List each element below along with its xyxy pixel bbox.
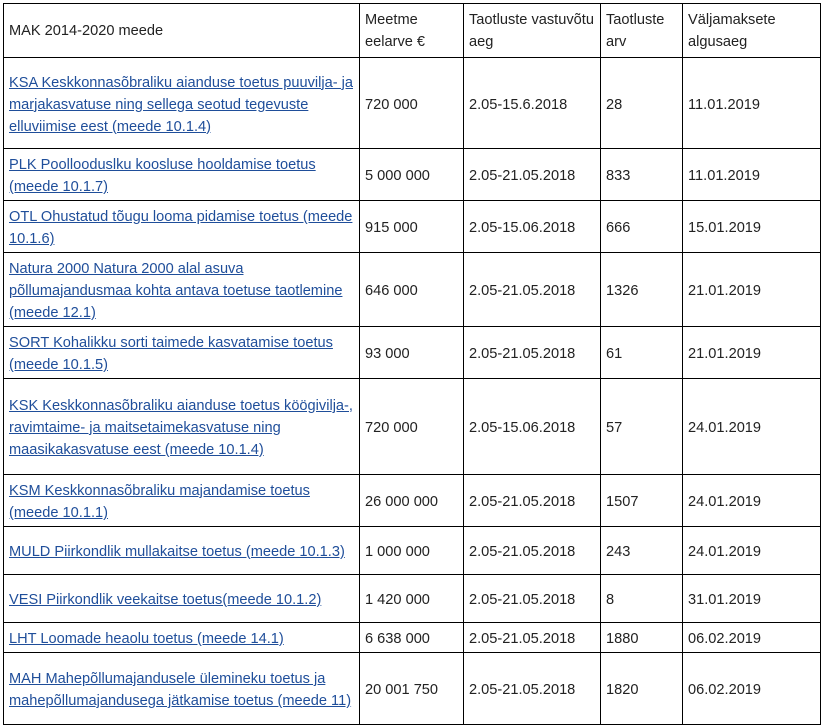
measure-link[interactable]: SORT Kohalikku sorti taimede kasvatamise toetus (meede 10.1.5): [9, 335, 333, 373]
table-row: [4, 253, 821, 327]
measure-link[interactable]: KSA Keskkonnasõbraliku aianduse toetus puuvilja- ja marjakasvatuse ning sellega seotud tegevuste elluviimise eest (meede 10.1.4): [9, 74, 353, 135]
count-cell: 1820: [601, 653, 683, 725]
table-row: [4, 149, 821, 201]
table-row: [4, 623, 821, 653]
payout-cell: 06.02.2019: [683, 653, 821, 725]
budget-cell: 720 000: [360, 58, 464, 149]
count-cell: 666: [601, 201, 683, 253]
payout-cell: 06.02.2019: [683, 623, 821, 653]
measure-cell: [4, 527, 360, 575]
budget-cell: 646 000: [360, 253, 464, 327]
header-budget: Meetme eelarve €: [360, 4, 464, 58]
header-count: Taotluste arv: [601, 4, 683, 58]
measure-cell: [4, 379, 360, 475]
table-row: [4, 379, 821, 475]
period-cell: 2.05-21.05.2018: [464, 623, 601, 653]
payout-cell: 24.01.2019: [683, 527, 821, 575]
count-cell: 1326: [601, 253, 683, 327]
period-cell: 2.05-21.05.2018: [464, 253, 601, 327]
header-period: Taotluste vastuvõtu aeg: [464, 4, 601, 58]
table-header-row: [4, 4, 821, 58]
measure-link[interactable]: MULD Piirkondlik mullakaitse toetus (meede 10.1.3): [9, 544, 345, 560]
table-row: [4, 201, 821, 253]
period-cell: 2.05-21.05.2018: [464, 653, 601, 725]
measure-cell: [4, 201, 360, 253]
payout-cell: 11.01.2019: [683, 58, 821, 149]
table-row: [4, 653, 821, 725]
measure-link[interactable]: LHT Loomade heaolu toetus (meede 14.1): [9, 631, 284, 647]
budget-cell: 915 000: [360, 201, 464, 253]
period-cell: 2.05-21.05.2018: [464, 475, 601, 527]
payout-cell: 15.01.2019: [683, 201, 821, 253]
payout-cell: 21.01.2019: [683, 253, 821, 327]
table-row: [4, 475, 821, 527]
period-cell: 2.05-21.05.2018: [464, 327, 601, 379]
header-measure: MAK 2014-2020 meede: [4, 4, 360, 58]
table-row: [4, 58, 821, 149]
measure-link[interactable]: KSK Keskkonnasõbraliku aianduse toetus köögivilja-, ravimtaime- ja maitsetaimekasvatuse ning maasikakasvatuse eest (meede 10.1.4): [9, 398, 353, 458]
budget-cell: 26 000 000: [360, 475, 464, 527]
measure-cell: [4, 475, 360, 527]
measure-cell: [4, 149, 360, 201]
count-cell: 57: [601, 379, 683, 475]
measure-link[interactable]: PLK Poollooduslku koosluse hooldamise toetus (meede 10.1.7): [9, 157, 316, 195]
period-cell: 2.05-15.06.2018: [464, 201, 601, 253]
budget-cell: 5 000 000: [360, 149, 464, 201]
count-cell: 243: [601, 527, 683, 575]
payout-cell: 21.01.2019: [683, 327, 821, 379]
count-cell: 1880: [601, 623, 683, 653]
count-cell: 28: [601, 58, 683, 149]
period-cell: 2.05-15.6.2018: [464, 58, 601, 149]
table-row: [4, 527, 821, 575]
budget-cell: 93 000: [360, 327, 464, 379]
budget-cell: 720 000: [360, 379, 464, 475]
measure-link[interactable]: VESI Piirkondlik veekaitse toetus(meede 10.1.2): [9, 592, 322, 608]
count-cell: 1507: [601, 475, 683, 527]
table-row: [4, 327, 821, 379]
measure-link[interactable]: OTL Ohustatud tõugu looma pidamise toetus (meede 10.1.6): [9, 209, 353, 247]
measure-link[interactable]: MAH Mahepõllumajandusele ülemineku toetus ja mahepõllumajandusega jätkamise toetus (meede 11): [9, 671, 352, 709]
count-cell: 833: [601, 149, 683, 201]
measure-cell: [4, 575, 360, 623]
measure-link[interactable]: Natura 2000 Natura 2000 alal asuva põllumajandusmaa kohta antava toetuse taotlemine (meede 12.1): [9, 261, 343, 321]
measure-cell: [4, 327, 360, 379]
budget-cell: 6 638 000: [360, 623, 464, 653]
measure-cell: [4, 253, 360, 327]
measure-cell: [4, 58, 360, 149]
measure-link[interactable]: KSM Keskkonnasõbraliku majandamise toetus (meede 10.1.1): [9, 483, 310, 521]
period-cell: 2.05-21.05.2018: [464, 527, 601, 575]
payout-cell: 24.01.2019: [683, 475, 821, 527]
payout-cell: 31.01.2019: [683, 575, 821, 623]
payout-cell: 11.01.2019: [683, 149, 821, 201]
table-row: [4, 575, 821, 623]
period-cell: 2.05-15.06.2018: [464, 379, 601, 475]
budget-cell: 1 000 000: [360, 527, 464, 575]
budget-cell: 1 420 000: [360, 575, 464, 623]
period-cell: 2.05-21.05.2018: [464, 575, 601, 623]
measure-cell: [4, 653, 360, 725]
support-measures-table: [3, 3, 821, 725]
period-cell: 2.05-21.05.2018: [464, 149, 601, 201]
count-cell: 61: [601, 327, 683, 379]
header-payout: Väljamaksete algusaeg: [683, 4, 821, 58]
budget-cell: 20 001 750: [360, 653, 464, 725]
count-cell: 8: [601, 575, 683, 623]
payout-cell: 24.01.2019: [683, 379, 821, 475]
measure-cell: [4, 623, 360, 653]
